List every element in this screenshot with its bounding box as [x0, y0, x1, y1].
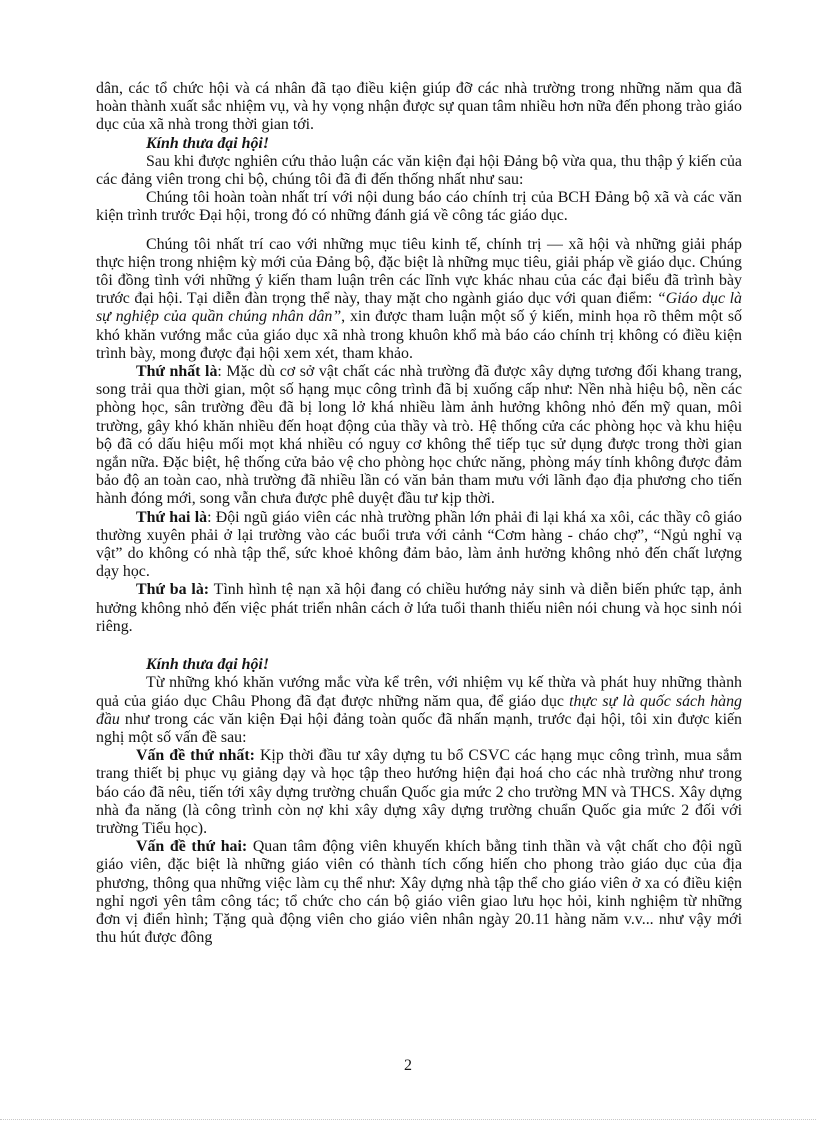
issue-one-text: Kịp thời đầu tư xây dựng tu bổ CSVC các hạng mục công trình, mua sắm trang thiết bị phục vụ giảng dạy và học tập theo hướng hiện đại hoá cho các nhà trường như trong báo cáo đã nêu, tiến tới xây dựng trường chuẩn Quốc gia mức 2 cho trường MN và THCS. Xây dựng nhà đa năng (là công trình còn nợ khi xây dựng xây dựng trường chuẩn Quốc gia mức 2 đối với trường Tiểu học).	[96, 747, 742, 837]
goals-text-a: Chúng tôi nhất trí cao với những mục tiêu kinh tế, chính trị — xã hội và những giải pháp thực hiện trong nhiệm kỳ mới của Đảng bộ, đặc biệt là những mục tiêu, giải pháp về giáo dục. Chúng tôi đồng tình với những ý kiến tham luận trên các lĩnh vực khác nhau của các đại biểu đã trình bày trước đại hội. Tại diễn đàn trọng thể này, thay mặt cho ngành giáo dục với quan điểm:	[96, 235, 742, 308]
paragraph-issue-two	[96, 838, 742, 947]
paragraph-issue-one	[96, 747, 742, 838]
paragraph-first	[96, 363, 742, 509]
goals-text-b: , xin được tham luận một số ý kiến, minh họa rõ thêm một số khó khăn vướng mắc của giáo dục xã nhà trong khuôn khổ mà báo cáo chính trị không có điều kiện trình bày, mong được đại hội xem xét, tham khảo.	[96, 308, 742, 362]
issue-two-text: Quan tâm động viên khuyến khích bằng tinh thần và vật chất cho đội ngũ giáo viên, đặc biệt là những giáo viên có thành tích cống hiến cho phong trào giáo dục của địa phương, thông qua những việc làm cụ thể như: Xây dựng nhà tập thể cho giáo viên ở xa có điều kiện nghỉ ngơi yên tâm công tác; tổ chức cho cán bộ giáo viên giao lưu học hỏi, kinh nghiệm từ những đơn vị điển hình; Tặng quà động viên cho giáo viên nhân ngày 20.11 hàng năm v.v... như vậy mới thu hút được đông	[96, 838, 742, 947]
third-text: Tình hình tệ nạn xã hội đang có chiều hướng nảy sinh và diễn biến phức tạp, ảnh hưởng không nhỏ đến việc phát triển nhân cách ở lứa tuổi thanh thiếu niên nói chung và học sinh nói riêng.	[96, 581, 742, 635]
greeting-1: Kính thưa đại hội!	[146, 134, 270, 152]
issue-one-lead: Vấn đề thứ nhất:	[136, 747, 255, 765]
paragraph-third	[96, 581, 742, 636]
paragraph-consensus: Sau khi được nghiên cứu thảo luận các văn kiện đại hội Đảng bộ vừa qua, thu thập ý kiến của các đảng viên trong chi bộ, chúng tôi đã đi đến thống nhất như sau:	[96, 152, 742, 189]
greeting-2: Kính thưa đại hội!	[146, 656, 270, 674]
second-text: : Đội ngũ giáo viên các nhà trường phần lớn phải đi lại khá xa xôi, các thầy cô giáo thường xuyên phải ở lại trường vào các buổi trưa với cảnh “Cơm hàng - cháo chợ”, “Ngủ nghỉ vạ vật” do không có nhà tập thể, sức khoẻ không đảm bảo, làm ảnh hưởng không nhỏ đến chất lượng dạy học.	[96, 508, 742, 581]
issue-two-lead: Vấn đề thứ hai:	[136, 838, 248, 856]
proposals-text-b: như trong các văn kiện Đại hội đảng toàn quốc đã nhấn mạnh, trước đại hội, tôi xin được kiến nghị một số vấn đề sau:	[96, 710, 742, 746]
paragraph-intro: dân, các tổ chức hội và cá nhân đã tạo điều kiện giúp đỡ các nhà trường trong những năm qua đã hoàn thành xuất sắc nhiệm vụ, và hy vọng nhận được sự quan tâm nhiều hơn nữa đến phong trào giáo dục của xã nhà trong thời gian tới.	[96, 80, 742, 134]
paragraph-proposals	[96, 674, 742, 747]
paragraph-second	[96, 509, 742, 582]
third-lead: Thứ ba là:	[136, 581, 210, 599]
first-text: : Mặc dù cơ sở vật chất các nhà trường đã được xây dựng tương đối khang trang, song trải qua thời gian, một số hạng mục công trình đã bị xuống cấp như: Nền nhà hiệu bộ, nền các phòng học, sân trường đều đã bị long lở khá nhiều làm ảnh hưởng không nhỏ đến mỹ quan, môi trường, gây khó khăn nhiều đến hoạt động của thầy và trò. Hệ thống cửa các phòng học và khu hiệu bộ đã có dấu hiệu mối mọt khá nhiều có nguy cơ không thể tiếp tục sử dụng được trong thời gian ngắn nữa. Đặc biệt, hệ thống cửa bảo vệ cho phòng học chức năng, phòng máy tính không được đảm bảo độ an toàn cao, nhà trường đã nhiều lần có văn bản tham mưu với lãnh đạo địa phương cho tiến hành đóng mới, song vẫn chưa được phê duyệt đầu tư kịp thời.	[96, 363, 742, 508]
document-page	[96, 80, 742, 947]
first-lead: Thứ nhất là	[136, 363, 218, 381]
proposals-text-a: Từ những khó khăn vướng mắc vừa kể trên, với nhiệm vụ kế thừa và phát huy những thành quả của giáo dục Châu Phong đã đạt được những năm qua, để giáo dục	[96, 674, 742, 710]
goals-quote: “Giáo dục là sự nghiệp của quần chúng nhân dân”	[96, 290, 742, 326]
proposals-italic: thực sự là quốc sách hàng đầu	[96, 692, 742, 728]
page-bottom-rule	[0, 1119, 816, 1120]
paragraph-goals	[96, 236, 742, 363]
paragraph-agreement: Chúng tôi hoàn toàn nhất trí với nội dung báo cáo chính trị của BCH Đảng bộ xã và các văn kiện trình trước Đại hội, trong đó có những đánh giá về công tác giáo dục.	[96, 189, 742, 225]
second-lead: Thứ hai là	[136, 508, 208, 526]
page-number: 2	[404, 1057, 412, 1074]
